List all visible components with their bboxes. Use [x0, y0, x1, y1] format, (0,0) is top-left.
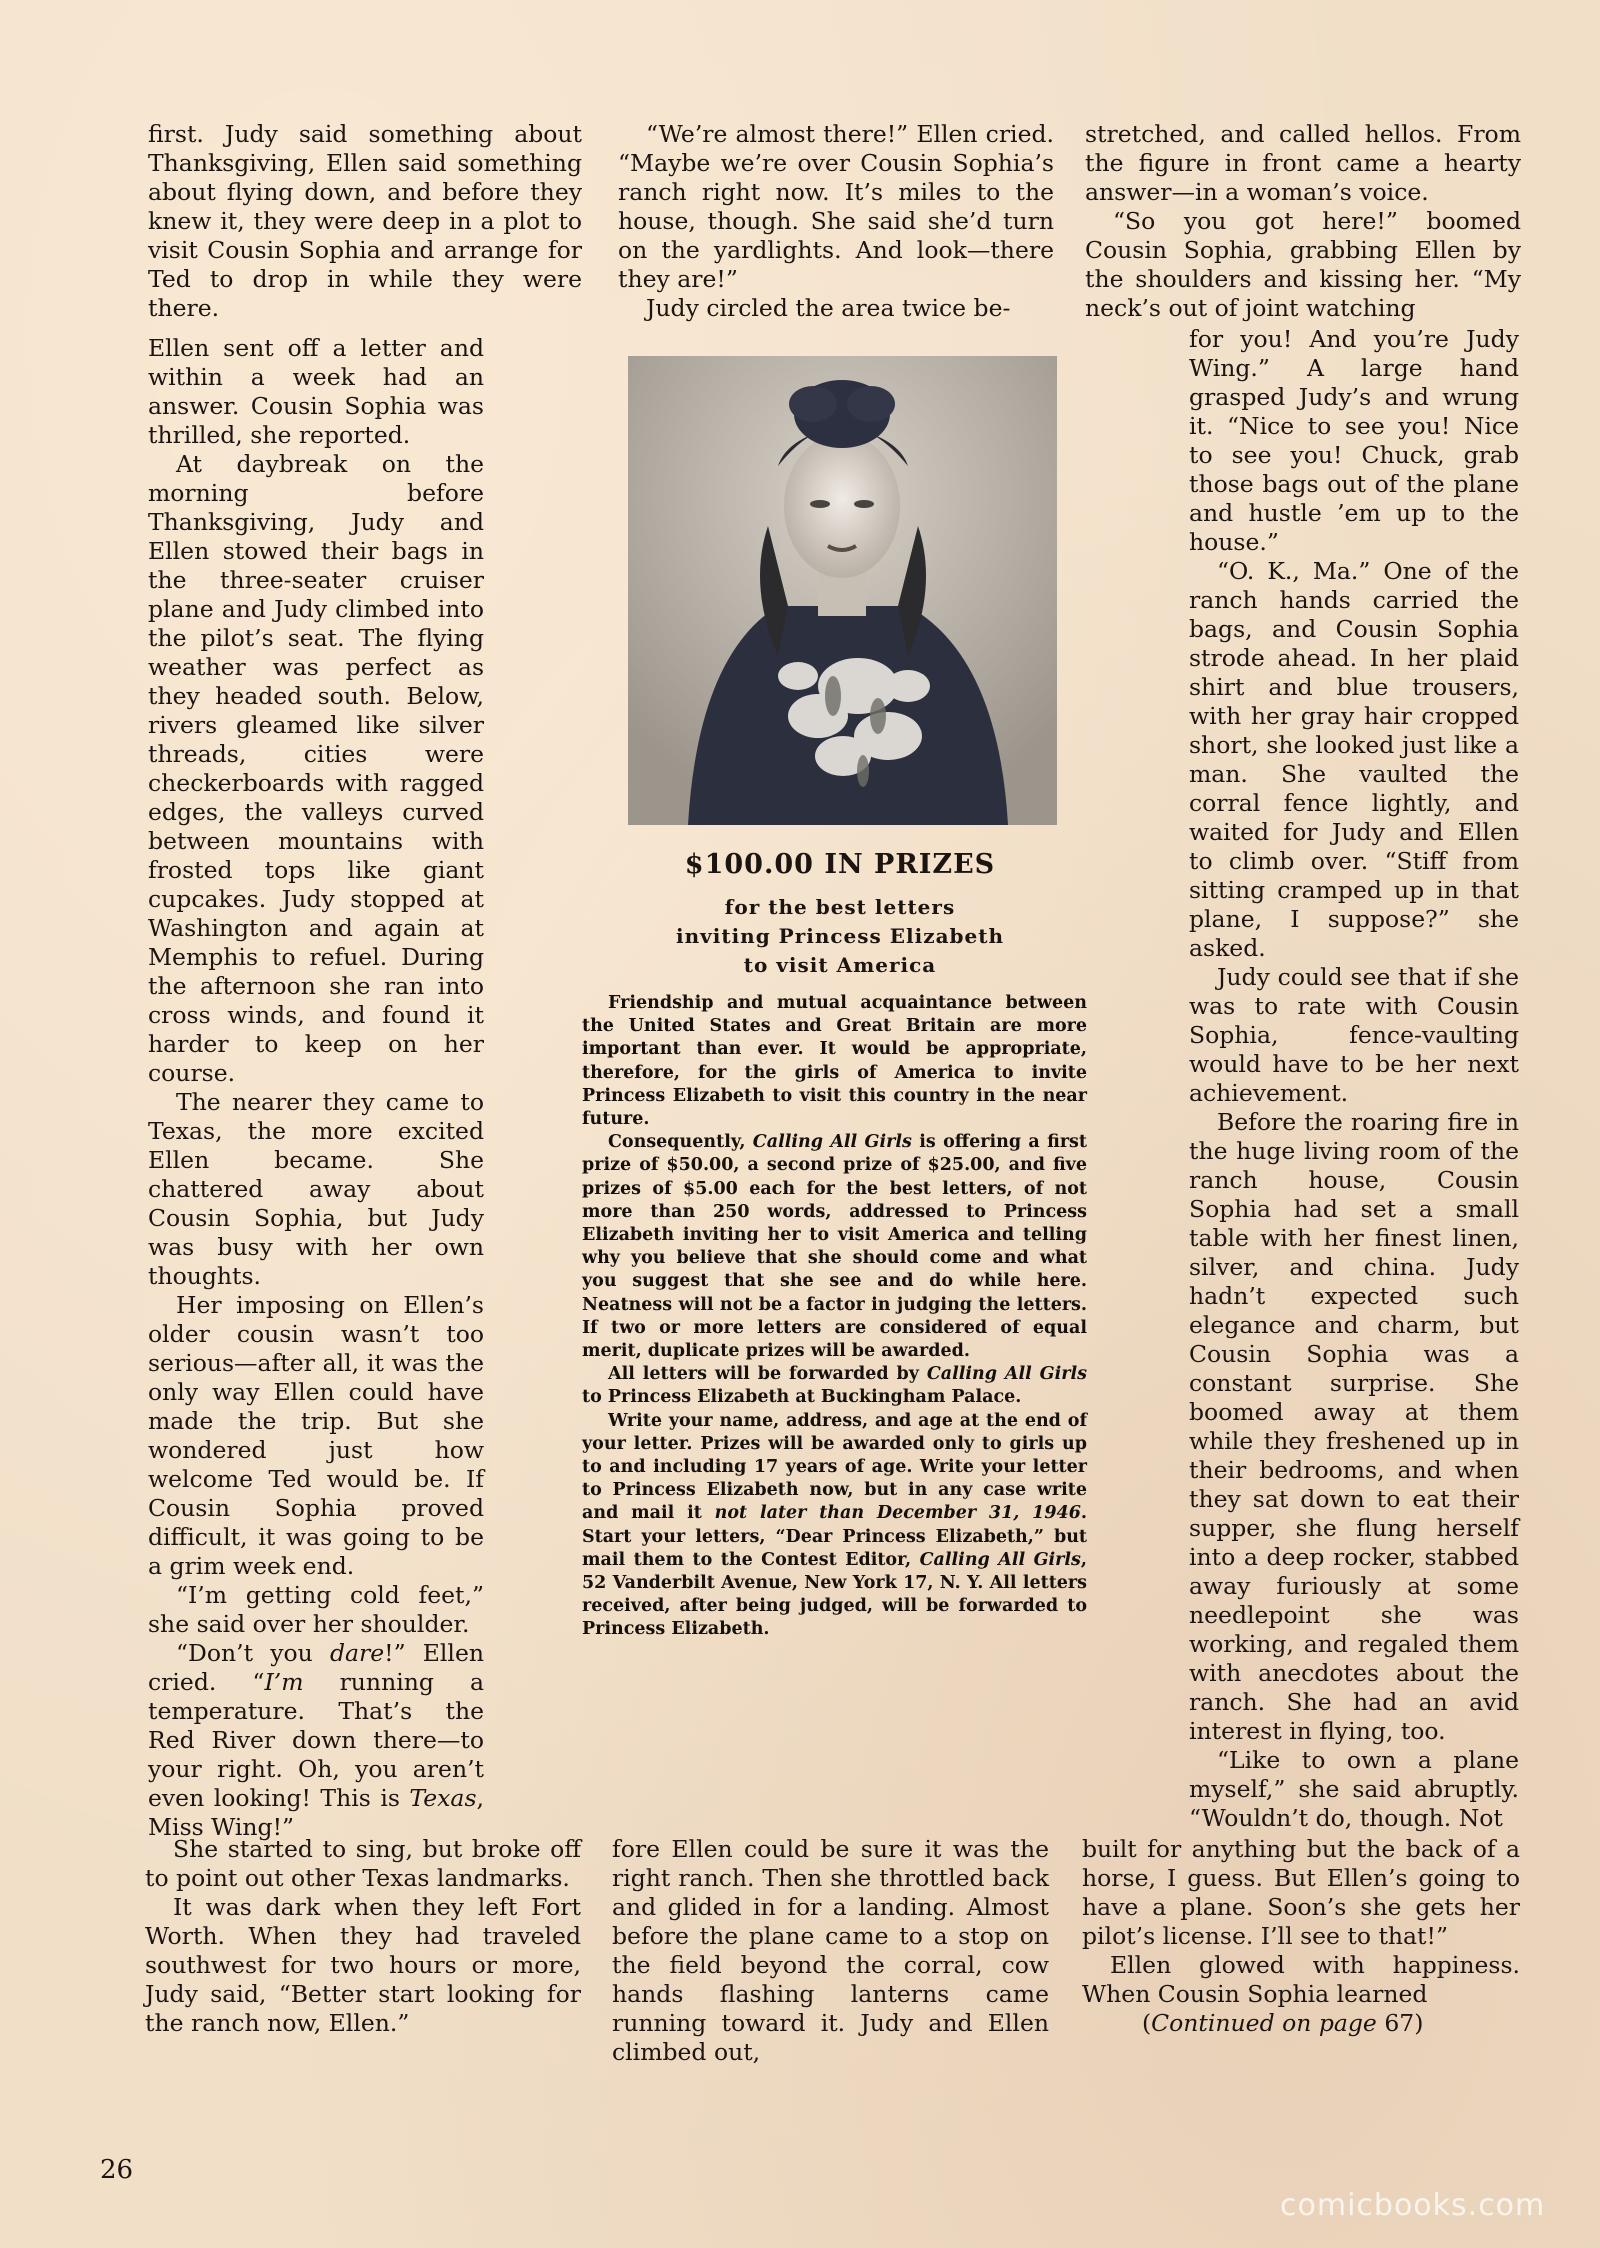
- story-paragraph: built for anything but the back of a horse, I guess. But Ellen’s going to have a plane. Soon’s she gets her pilot’s license. I’ll see to that!”: [1082, 1835, 1520, 1950]
- portrait-image: [628, 356, 1057, 825]
- contest-rules: [582, 992, 1087, 1642]
- contest-paragraph: All letters will be forwarded by Calling All Girls to Princess Elizabeth at Buckingham Palace.: [582, 1364, 1087, 1408]
- story-column-3-top: [1085, 120, 1521, 323]
- contest-subheading-line: inviting Princess Elizabeth: [675, 924, 1005, 948]
- story-paragraph: “We’re almost there!” Ellen cried. “Maybe we’re over Cousin Sophia’s ranch right now. It’s miles to the house, though. She said she’d turn on the yardlights. And look—there they are!”: [618, 120, 1054, 293]
- continued-note: (Continued on page 67): [1142, 2009, 1424, 2037]
- watermark: comicbooks.com: [1280, 2188, 1546, 2223]
- story-paragraph: The nearer they came to Texas, the more excited Ellen became. She chattered away about Cousin Sophia, but Judy was busy with her own thoughts.: [148, 1088, 484, 1290]
- story-paragraph: “O. K., Ma.” One of the ranch hands carried the bags, and Cousin Sophia strode ahead. In her plaid shirt and blue trousers, with her gray hair cropped short, she looked just like a man. She vaulted the corral fence lightly, and waited for Judy and Ellen to climb over. “Stiff from sitting cramped up in that plane, I suppose?” she asked.: [1189, 557, 1519, 962]
- story-paragraph: Before the roaring fire in the huge living room of the ranch house, Cousin Sophia had set a small table with her finest linen, silver, and china. Judy hadn’t expected such elegance and charm, but Cousin Sophia was a constant surprise. She boomed away at them while they freshened up in their bedrooms, and when they sat down to eat their supper, she flung herself into a deep rocker, stabbed away furiously at some needlepoint she was working, and regaled them with anecdotes about the ranch. She had an avid interest in flying, too.: [1189, 1108, 1519, 1745]
- story-paragraph: first. Judy said something about Thanksgiving, Ellen said something about flying down, and before they knew it, they were deep in a plot to visit Cousin Sophia and arrange for Ted to drop in while they were there.: [148, 120, 582, 322]
- contest-paragraph: Friendship and mutual acquaintance between the United States and Great Britain are more important than ever. It would be appropriate, therefore, for the girls of America to invite Princess Elizabeth to visit this country in the near future.: [582, 993, 1087, 1130]
- contest-headline: $100.00 IN PRIZES: [684, 849, 996, 880]
- princess-elizabeth-photo: [628, 356, 1057, 825]
- story-column-3-bottom: [1082, 1835, 1520, 2038]
- story-paragraph: “So you got here!” boomed Cousin Sophia, grabbing Ellen by the shoulders and kissing her. “My neck’s out of joint watching: [1085, 207, 1521, 322]
- story-column-3-narrow: [1189, 325, 1519, 1833]
- story-paragraph: “Don’t you dare!” Ellen cried. “I’m running a temperature. That’s the Red River down there—to your right. Oh, you aren’t even looking! This is Texas, Miss Wing!”: [148, 1639, 484, 1841]
- contest-paragraph: Consequently, Calling All Girls is offering a first prize of $50.00, a second prize of $25.00, and five prizes of $5.00 each for the best letters, of not more than 250 words, addressed to Princess Elizabeth inviting her to visit America and telling why you believe that she should come and what you suggest that she see and do while here. Neatness will not be a factor in judging the letters. If two or more letters are considered of equal merit, duplicate prizes will be awarded.: [582, 1132, 1087, 1362]
- story-paragraph: for you! And you’re Judy Wing.” A large hand grasped Judy’s and wrung it. “Nice to see you! Nice to see you! Chuck, grab those bags out of the plane and hustle ’em up to the house.”: [1189, 325, 1519, 556]
- story-paragraph: stretched, and called hellos. From the figure in front came a hearty answer—in a woman’s voice.: [1085, 120, 1521, 206]
- story-paragraph: Ellen glowed with happiness. When Cousin Sophia learned: [1082, 1951, 1520, 2008]
- story-paragraph: At daybreak on the morning before Thanksgiving, Judy and Ellen stowed their bags in the three-seater cruiser plane and Judy climbed into the pilot’s seat. The flying weather was perfect as they headed south. Below, rivers gleamed like silver threads, cities were checkerboards with ragged edges, the valleys curved between mountains with frosted tops like giant cupcakes. Judy stopped at Washington and again at Memphis to refuel. During the afternoon she ran into cross winds, and found it harder to keep on her course.: [148, 450, 484, 1087]
- story-paragraph: Her imposing on Ellen’s older cousin wasn’t too serious—after all, it was the only way Ellen could have made the trip. But she wondered just how welcome Ted would be. If Cousin Sophia proved difficult, it was going to be a grim week end.: [148, 1291, 484, 1580]
- contest-subheading-line: to visit America: [743, 953, 937, 977]
- story-column-1-top: [148, 120, 582, 323]
- story-paragraph: fore Ellen could be sure it was the right ranch. Then she throttled back and glided in for a landing. Almost before the plane came to a stop on the field beyond the corral, cow hands flashing lanterns came running toward it. Judy and Ellen climbed out,: [612, 1835, 1049, 2066]
- story-column-2-bottom: [612, 1835, 1049, 2067]
- story-column-1-bottom: [145, 1835, 581, 2038]
- story-paragraph: Ellen sent off a letter and within a week had an answer. Cousin Sophia was thrilled, she reported.: [148, 334, 484, 449]
- contest-paragraph: Write your name, address, and age at the end of your letter. Prizes will be awarded only to girls up to and including 17 years of age. Write your letter to Princess Elizabeth now, but in any case write and mail it not later than December 31, 1946. Start your letters, “Dear Princess Elizabeth,” but mail them to the Contest Editor, Calling All Girls, 52 Vanderbilt Avenue, New York 17, N. Y. All letters received, after being judged, will be forwarded to Princess Elizabeth.: [582, 1410, 1087, 1640]
- story-paragraph: She started to sing, but broke off to point out other Texas landmarks.: [145, 1835, 581, 1892]
- page-number: 26: [100, 2155, 134, 2185]
- story-column-2-top: [618, 120, 1054, 323]
- story-paragraph: It was dark when they left Fort Worth. When they had traveled southwest for two hours or more, Judy said, “Better start looking for the ranch now, Ellen.”: [145, 1893, 581, 2037]
- story-paragraph: “Like to own a plane myself,” she said abruptly. “Wouldn’t do, though. Not: [1189, 1746, 1519, 1832]
- contest-subheading: [590, 893, 1090, 980]
- contest-subheading-line: for the best letters: [724, 895, 956, 919]
- story-paragraph: Judy circled the area twice be-: [646, 294, 1011, 322]
- story-paragraph: Judy could see that if she was to rate with Cousin Sophia, fence-vaulting would have to be her next achievement.: [1189, 963, 1519, 1107]
- story-column-1-narrow: [148, 334, 484, 1842]
- story-paragraph: “I’m getting cold feet,” she said over her shoulder.: [148, 1581, 484, 1638]
